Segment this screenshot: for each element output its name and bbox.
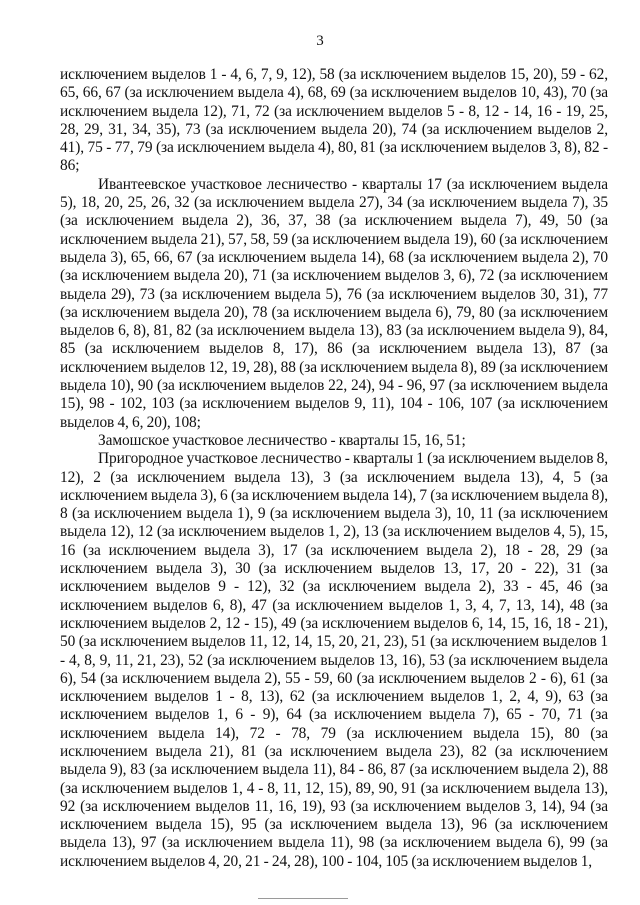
bottom-divider [258, 898, 348, 899]
paragraph-ivanteevskoe: Ивантеевское участковое лесничество - кварталы 17 (за исключением выдела 5), 18, 20, 25, 26, 32 (за исключением выдела 27), 34 (за исключением выдела 7), 35 (за исключением выдела 2), 36, 37, 38 (за исключением выдела 7), 49, 50 (за исключением выдела 21), 57, 58, 59 (за исключением выдела 19), 60 (за исключением выдела 3), 65, 66, 67 (за исключением выдела 14), 68 (за исключением выдела 2), 70 (за исключением выдела 20), 71 (за исключением выделов 3, 6), 72 (за исключением выдела 29), 73 (за исключением выдела 5), 76 (за исключением выделов 30, 31), 77 (за исключением выдела 20), 78 (за исключением выдела 6), 79, 80 (за исключением выделов 6, 8), 81, 82 (за исключением выдела 13), 83 (за исключением выдела 9), 84, 85 (за исключением выделов 8, 17), 86 (за исключением выдела 13), 87 (за исключением выделов 12, 19, 28), 88 (за исключением выдела 8), 89 (за исключением выдела 10), 90 (за исключением выделов 22, 24), 94 - 96, 97 (за исключением выдела 15), 98 - 102, 103 (за исключением выделов 9, 11), 104 - 106, 107 (за исключением выделов 4, 6, 20), 108; [60, 175, 608, 431]
paragraph-zamoshskoe: Замошское участковое лесничество - кварталы 15, 16, 51; [98, 431, 466, 449]
paragraph-continuation: исключением выделов 1 - 4, 6, 7, 9, 12), 58 (за исключением выделов 15, 20), 59 - 62, 65, 66, 67 (за исключением выдела 4), 68, 69 (за исключением выделов 10, 43), 70 (за исключением выдела 12), 71, 72 (за исключением выделов 5 - 8, 12 - 14, 16 - 19, 25, 28, 29, 31, 34, 35), 73 (за исключением выдела 20), 74 (за исключением выделов 2, 41), 75 - 77, 79 (за исключением выдела 4), 80, 81 (за исключением выделов 3, 8), 82 - 86; [60, 66, 608, 175]
page-number: 3 [316, 33, 324, 49]
document-body [60, 66, 608, 871]
paragraph-prigorodnoe: Пригородное участковое лесничество - кварталы 1 (за исключением выделов 8, 12), 2 (за исключением выдела 13), 3 (за исключением выдела 13), 4, 5 (за исключением выдела 3), 6 (за исключением выдела 14), 7 (за исключением выдела 8), 8 (за исключением выдела 1), 9 (за исключением выдела 3), 10, 11 (за исключением выдела 12), 12 (за исключением выделов 1, 2), 13 (за исключением выделов 4, 5), 15, 16 (за исключением выдела 3), 17 (за исключением выдела 2), 18 - 28, 29 (за исключением выдела 3), 30 (за исключением выделов 13, 17, 20 - 22), 31 (за исключением выделов 9 - 12), 32 (за исключением выдела 2), 33 - 45, 46 (за исключением выделов 6, 8), 47 (за исключением выделов 1, 3, 4, 7, 13, 14), 48 (за исключением выделов 2, 12 - 15), 49 (за исключением выделов 6, 14, 15, 16, 18 - 21), 50 (за исключением выделов 11, 12, 14, 15, 20, 21, 23), 51 (за исключением выделов 1 - 4, 8, 9, 11, 21, 23), 52 (за исключением выделов 13, 16), 53 (за исключением выдела 6), 54 (за исключением выдела 2), 55 - 59, 60 (за исключением выделов 2 - 6), 61 (за исключением выделов 1 - 8, 13), 62 (за исключением выделов 1, 2, 4, 9), 63 (за исключением выделов 1, 6 - 9), 64 (за исключением выдела 7), 65 - 70, 71 (за исключением выдела 14), 72 - 78, 79 (за исключением выдела 15), 80 (за исключением выдела 21), 81 (за исключением выдела 23), 82 (за исключением выдела 9), 83 (за исключением выдела 11), 84 - 86, 87 (за исключением выдела 2), 88 (за исключением выделов 1, 4 - 8, 11, 12, 15), 89, 90, 91 (за исключением выдела 13), 92 (за исключением выделов 11, 16, 19), 93 (за исключением выделов 3, 14), 94 (за исключением выдела 15), 95 (за исключением выдела 13), 96 (за исключением выдела 13), 97 (за исключением выдела 11), 98 (за исключением выдела 6), 99 (за исключением выделов 4, 20, 21 - 24, 28), 100 - 104, 105 (за исключением выделов 1, [60, 450, 608, 870]
